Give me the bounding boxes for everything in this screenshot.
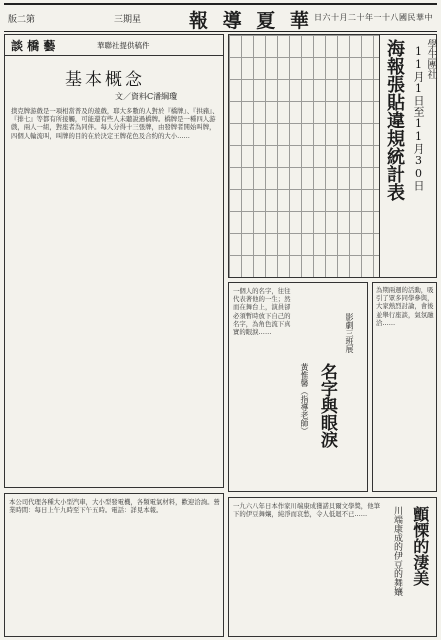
statistics-table-box xyxy=(228,34,437,278)
bridge-article-header xyxy=(5,35,223,56)
paper-title: 報 導 夏 華 xyxy=(189,10,313,32)
statistics-table xyxy=(229,35,380,277)
statistics-title: 海報張貼違規統計表 xyxy=(384,39,405,201)
review-title: 顫慄的淒美 xyxy=(410,506,430,586)
date-label: 日六十月二十年一十八國民華中 xyxy=(314,13,433,22)
drama-headline: 名字與眼淚 xyxy=(316,363,337,448)
article-byline: 文／資料C潘綱瓊 xyxy=(115,92,178,101)
drama-label: 影劇三班展 xyxy=(345,313,354,353)
issue-label: 版二第 xyxy=(8,15,36,25)
masthead xyxy=(4,3,437,32)
book-review-article xyxy=(228,497,437,637)
review-subtitle: 川端康成的伊豆的舞孃 xyxy=(392,506,402,596)
right-column xyxy=(372,282,437,492)
drama-author: 黃惟馨（指導老師） xyxy=(300,363,309,435)
article-headline: 基本概念 xyxy=(65,70,145,90)
ad-body: 本公司代理各種大小型汽車，大小型發電機，各類電氣材料，歡迎洽詢。營業時間：每日上午九時至下午五時。電話：詳見本報。 xyxy=(9,498,220,515)
table-grid xyxy=(229,35,379,277)
drama-body: 一個人的名字，往往代表著他的一生；然而在舞台上，演員卻必須暫時放下自己的名字，為角色流下真實的眼淚…… xyxy=(233,287,291,336)
statistics-org: 學生團社 xyxy=(425,39,436,79)
review-body: 一九六八年日本作家川端康成獲諾貝爾文學獎，他筆下的伊豆舞孃，純淨而哀愁，令人低迴不已…… xyxy=(233,502,380,519)
column-kicker: 談 橋 藝 xyxy=(11,39,56,53)
drama-article xyxy=(228,282,368,492)
weekday-label: 三期星 xyxy=(114,15,142,25)
series-label: 華聯社提供稿件 xyxy=(97,41,150,50)
right-column-body: 為期兩週的活動，吸引了眾多同學參與，大家熱烈討論，會後並舉行座談，氣氛融洽…… xyxy=(376,286,434,327)
bridge-article xyxy=(4,34,224,488)
bottom-left-box xyxy=(4,493,224,637)
statistics-period: 11月1日至11月30日 xyxy=(412,45,425,191)
article-body: 撲克牌游戲是一項相當普及的遊戲，耶大多數的人對於『橋牌』、『拱豬』、『排七』等都有所接觸，可能還有些人未聽說過橋牌。橋牌是一種四人游戲，兩人一組，對座者為同伴。每人分得十三張牌，由發牌者開始叫牌，四個人輪流叫，叫牌的目的在於決定王牌花色及合約的大小…… xyxy=(11,107,219,140)
